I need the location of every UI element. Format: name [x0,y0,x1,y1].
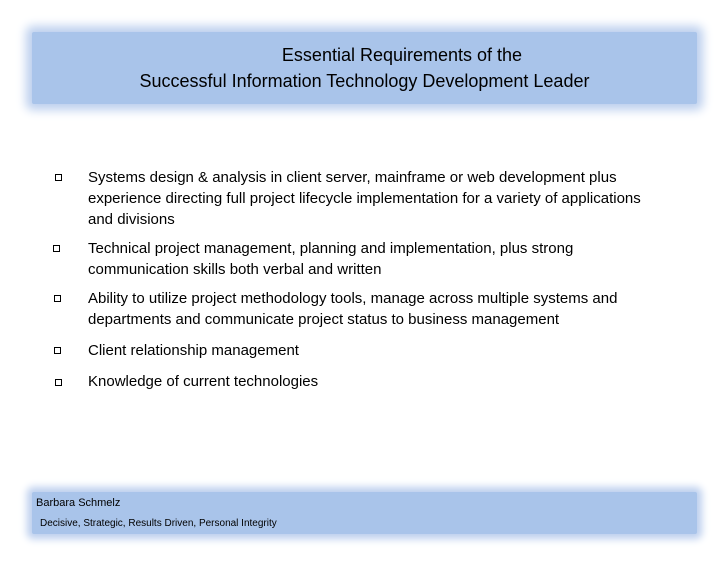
page-title-line-1: Essential Requirements of the [281,45,523,65]
list-item-text: Client relationship management [88,342,299,359]
author-name: Barbara Schmelz [36,497,121,509]
square-bullet-icon [54,347,61,354]
author-tagline: Decisive, Strategic, Results Driven, Personal Integrity [40,518,277,529]
list-item-text: Systems design & analysis in client server, mainframe or web development plus experience directing full project lifecycle implementation for a variety of applications and divisions [88,169,641,228]
list-item-text: Ability to utilize project methodology tools, manage across multiple systems and departments and communicate project status to business management [88,290,618,328]
list-item-text: Knowledge of current technologies [88,373,319,390]
square-bullet-icon [54,295,61,302]
square-bullet-icon [53,245,60,252]
list-item-text: Technical project management, planning and implementation, plus strong communication skills both verbal and written [88,240,574,278]
title-banner [32,32,697,104]
page-title-line-2: Successful Information Technology Development Leader [139,71,590,91]
square-bullet-icon [55,379,62,386]
square-bullet-icon [55,174,62,181]
